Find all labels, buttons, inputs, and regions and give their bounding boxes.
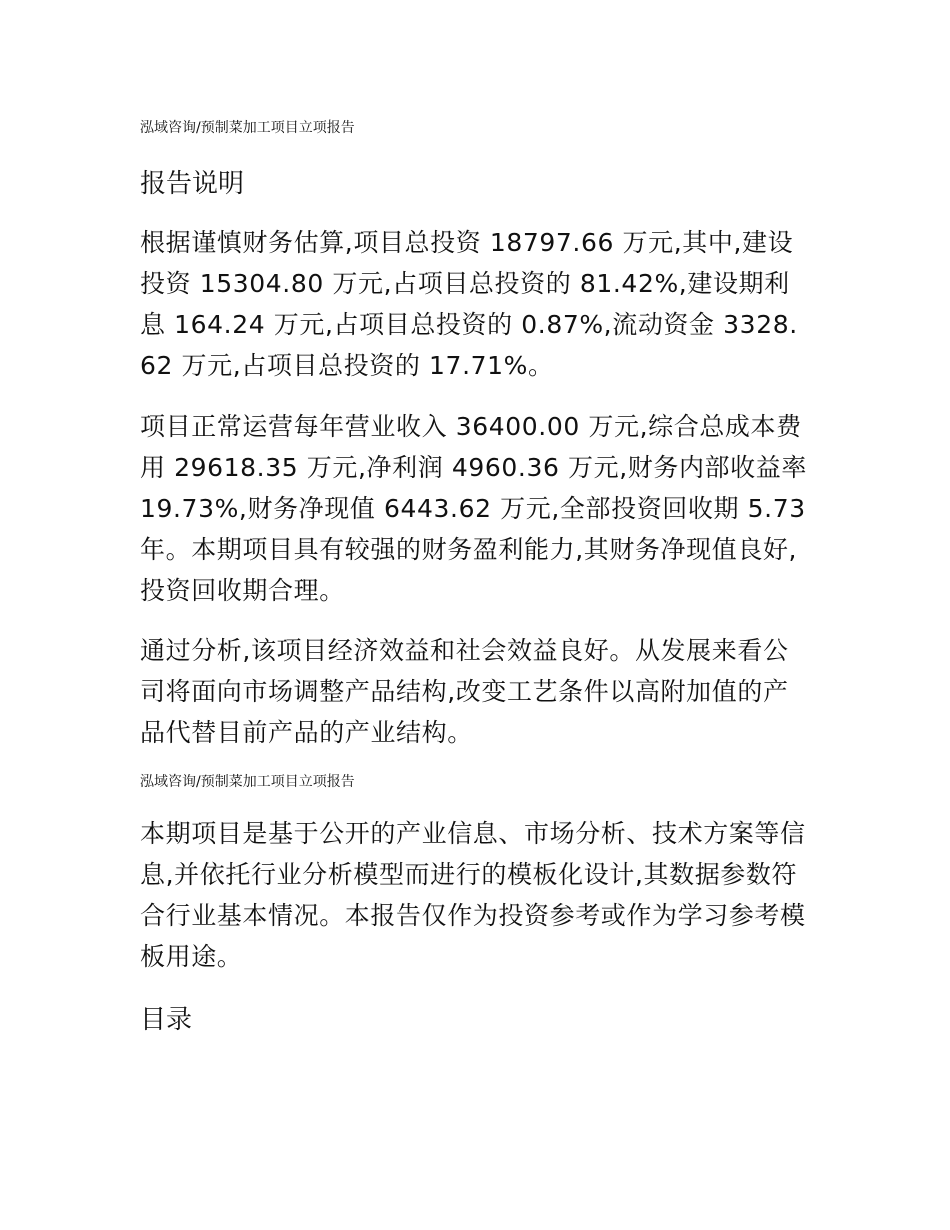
paragraph-operating-returns: 项目正常运营每年营业收入 36400.00 万元,综合总成本费用 29618.35 万元,净利润 4960.36 万元,财务内部收益率 19.73%,财务净现值 6443.62 万元,全部投资回收期 5.73 年。本期项目具有较强的财务盈利能力,其财务净现值良好,投资回收期合理。	[140, 412, 807, 605]
running-header: 泓域咨询/预制菜加工项目立项报告	[140, 120, 355, 136]
running-header-repeat: 泓域咨询/预制菜加工项目立项报告	[140, 774, 355, 790]
paragraph-disclaimer: 本期项目是基于公开的产业信息、市场分析、技术方案等信息,并依托行业分析模型而进行的模板化设计,其数据参数符合行业基本情况。本报告仅作为投资参考或作为学习参考模板用途。	[140, 819, 806, 971]
section-title-report-description: 报告说明	[140, 169, 245, 199]
paragraph-investment-summary: 根据谨慎财务估算,项目总投资 18797.66 万元,其中,建设投资 15304.80 万元,占项目总投资的 81.42%,建设期利息 164.24 万元,占项目总投资的 0.87%,流动资金 3328.62 万元,占项目总投资的 17.71%。	[140, 228, 798, 380]
toc-title: 目录	[140, 1005, 193, 1035]
paragraph-benefit-analysis: 通过分析,该项目经济效益和社会效益良好。从发展来看公司将面向市场调整产品结构,改变工艺条件以高附加值的产品代替目前产品的产业结构。	[140, 636, 789, 747]
